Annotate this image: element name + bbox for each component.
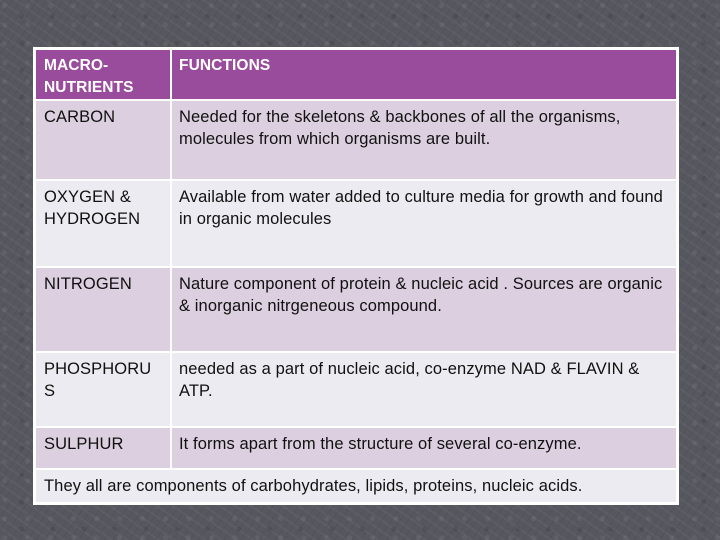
macronutrients-table xyxy=(34,48,678,504)
table-row xyxy=(35,352,677,427)
function-cell: It forms apart from the structure of several co-enzyme. xyxy=(171,427,677,469)
nutrient-cell: CARBON xyxy=(35,100,171,180)
function-cell: needed as a part of nucleic acid, co-enzyme NAD & FLAVIN & ATP. xyxy=(171,352,677,427)
nutrient-cell: SULPHUR xyxy=(35,427,171,469)
nutrient-cell: PHOSPHORU S xyxy=(35,352,171,427)
table-row xyxy=(35,100,677,180)
header-functions: FUNCTIONS xyxy=(171,49,677,100)
table-footer-row xyxy=(35,469,677,503)
nutrient-cell: NITROGEN xyxy=(35,267,171,352)
table-header-row xyxy=(35,49,677,100)
footer-note: They all are components of carbohydrates, lipids, proteins, nucleic acids. xyxy=(35,469,677,503)
function-cell: Needed for the skeletons & backbones of all the organisms, molecules from which organisms are built. xyxy=(171,100,677,180)
header-macronutrients: MACRO-NUTRIENTS xyxy=(35,49,171,100)
function-cell: Nature component of protein & nucleic acid . Sources are organic & inorganic nitrgeneous compound. xyxy=(171,267,677,352)
table-row xyxy=(35,180,677,267)
nutrient-cell: OXYGEN & HYDROGEN xyxy=(35,180,171,267)
table-row xyxy=(35,267,677,352)
table-row xyxy=(35,427,677,469)
function-cell: Available from water added to culture media for growth and found in organic molecules xyxy=(171,180,677,267)
